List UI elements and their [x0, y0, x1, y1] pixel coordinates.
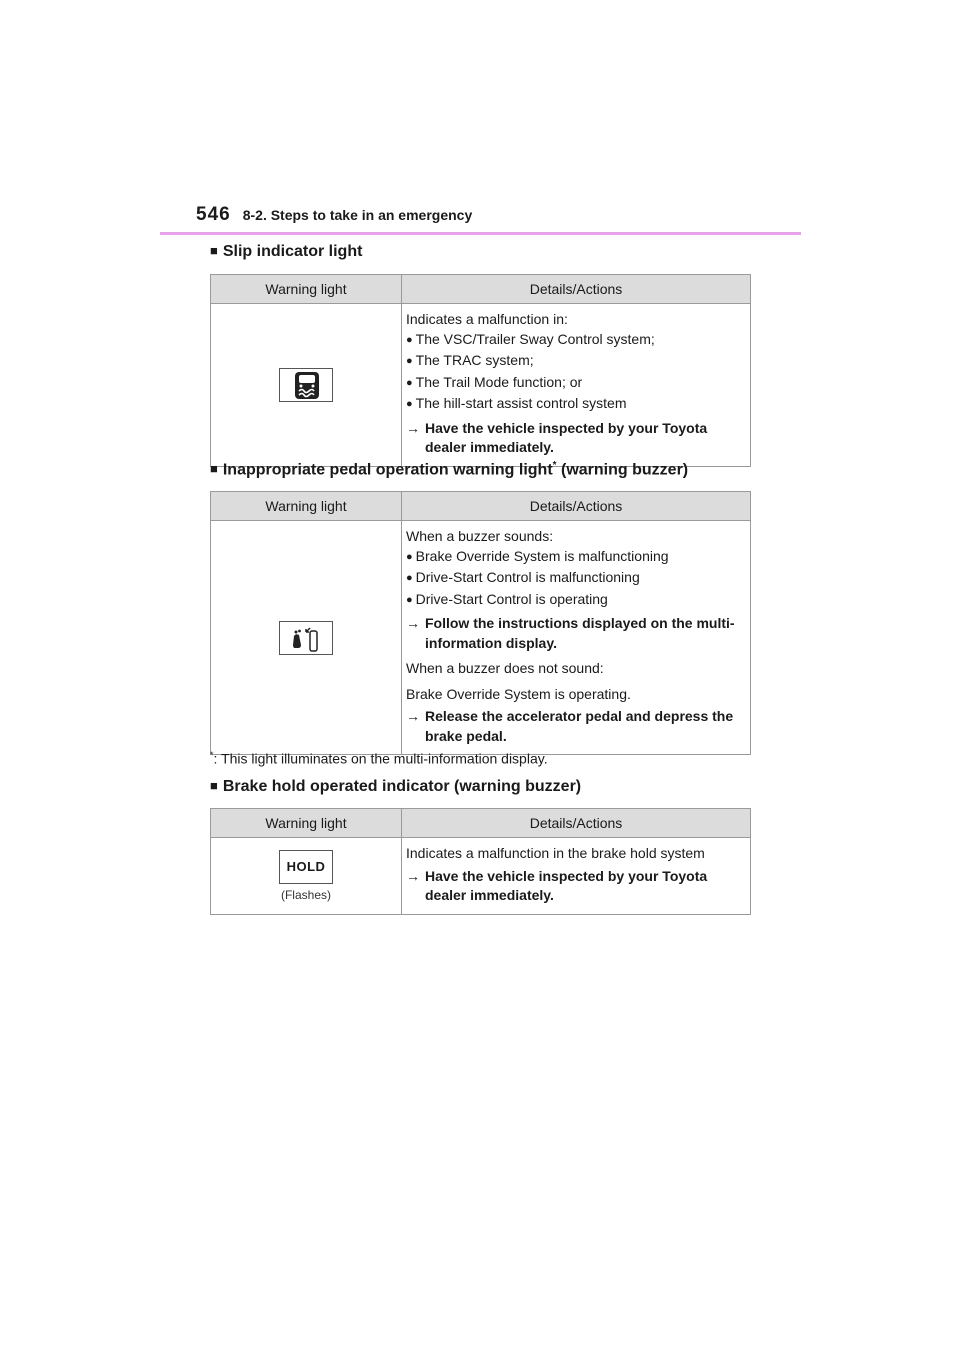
- footnote-text: : This light illuminates on the multi-information display.: [213, 750, 548, 767]
- pedal-warning-icon: [279, 621, 333, 655]
- action-instruction: [406, 614, 747, 653]
- details-intro: Indicates a malfunction in the brake hold system: [406, 845, 705, 861]
- column-header-warning-light: Warning light: [211, 275, 402, 304]
- arrow-icon: →: [406, 419, 420, 436]
- footnote: [210, 750, 548, 767]
- arrow-icon: →: [406, 615, 420, 631]
- warning-light-cell: [211, 838, 402, 915]
- list-item: ● Brake Override System is malfunctioning: [406, 547, 747, 569]
- footnote-marker: *: [210, 750, 214, 760]
- section-title-text: Slip indicator light: [222, 243, 363, 260]
- list-item: ● Drive-Start Control is malfunctioning: [406, 568, 747, 590]
- section-title-slip: [210, 243, 362, 261]
- column-header-warning-light: Warning light: [211, 809, 402, 838]
- details-cell: [402, 838, 751, 915]
- column-header-details: Details/Actions: [402, 809, 751, 838]
- arrow-icon: →: [406, 867, 420, 884]
- section-title-pedal: [210, 460, 688, 479]
- slip-indicator-icon: [279, 368, 333, 402]
- section-title-text: Brake hold operated indicator (warning buzzer): [222, 778, 582, 795]
- list-item: ● The hill-start assist control system: [406, 394, 747, 416]
- list-item: ● The VSC/Trailer Sway Control system;: [406, 330, 747, 352]
- section-marker: ■: [210, 461, 218, 477]
- footnote-marker: *: [552, 460, 557, 471]
- details-intro: Indicates a malfunction in:: [406, 311, 568, 327]
- chapter-title: 8-2. Steps to take in an emergency: [242, 207, 473, 223]
- column-header-details: Details/Actions: [402, 275, 751, 304]
- action-text: Release the accelerator pedal and depress the brake pedal.: [425, 708, 734, 744]
- section-title-suffix: (warning buzzer): [556, 461, 689, 479]
- page-header: [196, 204, 472, 226]
- slip-indicator-table: [210, 274, 751, 467]
- brake-hold-table: [210, 808, 751, 915]
- arrow-icon: →: [406, 708, 420, 724]
- section-title-text: Inappropriate pedal operation warning light: [222, 461, 553, 479]
- hold-indicator-icon: HOLD: [279, 850, 333, 884]
- details-cell: [402, 304, 751, 467]
- page-number: 546: [196, 204, 231, 225]
- list-item: ● The TRAC system;: [406, 351, 747, 373]
- column-header-warning-light: Warning light: [211, 492, 402, 521]
- action-instruction: [406, 419, 747, 458]
- pedal-warning-table: [210, 491, 751, 755]
- action-text: Have the vehicle inspected by your Toyota dealer immediately.: [425, 867, 708, 903]
- action-instruction: [406, 867, 747, 906]
- header-divider: [160, 232, 801, 235]
- warning-light-cell: [211, 521, 402, 755]
- list-item: ● The Trail Mode function; or: [406, 373, 747, 395]
- flashes-label: (Flashes): [280, 887, 331, 902]
- warning-light-cell: [211, 304, 402, 467]
- section-marker: ■: [210, 778, 218, 793]
- details-status: Brake Override System is operating.: [406, 685, 631, 702]
- section-title-hold: [210, 778, 581, 796]
- action-instruction: [406, 707, 747, 746]
- section-marker: ■: [210, 243, 218, 258]
- action-text: Follow the instructions displayed on the multi-information display.: [425, 615, 735, 651]
- details-intro: When a buzzer sounds:: [406, 528, 554, 544]
- action-text: Have the vehicle inspected by your Toyota dealer immediately.: [425, 419, 708, 455]
- details-cell: [402, 521, 751, 755]
- column-header-details: Details/Actions: [402, 492, 751, 521]
- details-condition: When a buzzer does not sound:: [406, 660, 604, 676]
- list-item: ● Drive-Start Control is operating: [406, 590, 747, 612]
